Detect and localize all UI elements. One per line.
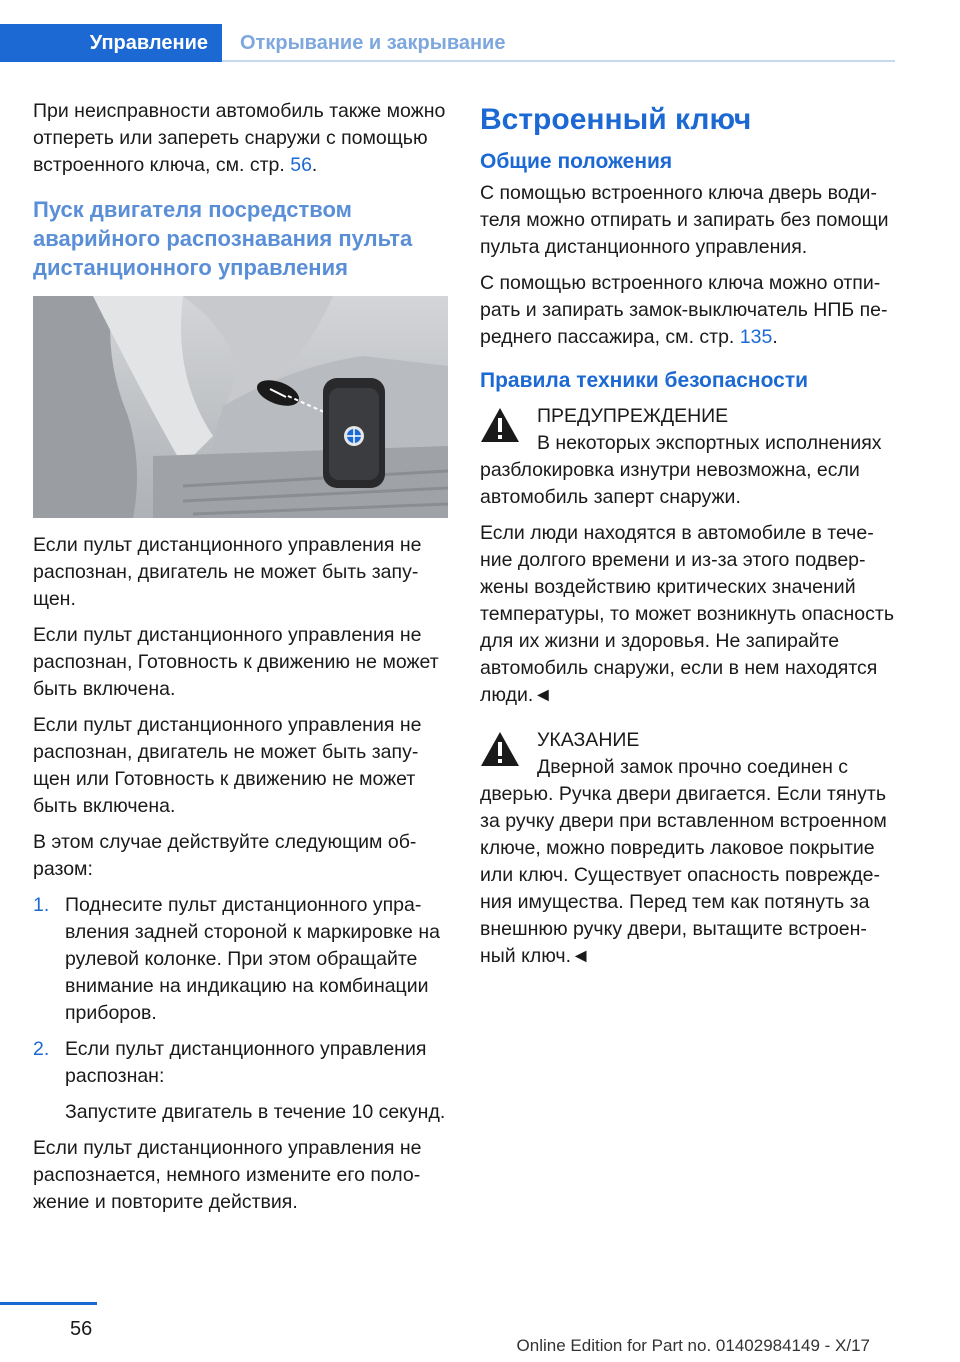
subsection-heading-general: Общие положения bbox=[480, 150, 673, 173]
notice-text: дверью. Ручка двери двигается. Если тянуть за ручку двери при вставленном встроенном ключе, можно повредить лаковое покрытие или ключ. Существует опасность повреждения имущества. Перед тем как потянуть за внешнюю ручку двери, вытащите встроенный ключ.◄ bbox=[480, 783, 887, 967]
paragraph: Если пульт дистанционного управления не распознан, двигатель не может быть запущен. bbox=[33, 534, 422, 610]
edition-footer: Online Edition for Part no. 01402984149 - X/17 bbox=[516, 1336, 870, 1355]
page-header bbox=[0, 0, 960, 64]
warning-lead: В некоторых экспортных исполнениях bbox=[537, 432, 882, 454]
header-divider bbox=[222, 60, 895, 62]
list-item bbox=[33, 1036, 448, 1126]
paragraph: Если пульт дистанционного управления не распознается, немного измените его положение и повторите действия. bbox=[33, 1137, 422, 1213]
left-column bbox=[33, 98, 448, 1225]
step-text: Поднесите пульт дистанционного управления задней стороной к маркировке на рулевой колонке. При этом обращайте внимание на индикацию на комбинации приборов. bbox=[65, 894, 440, 1024]
paragraph: С помощью встроенного ключа дверь водителя можно отпирать и запирать без помощи пульта дистанционного управления. bbox=[480, 182, 889, 258]
chapter-title: Встроенный ключ bbox=[480, 103, 752, 136]
steps-list bbox=[33, 892, 448, 1126]
page-link[interactable]: 56 bbox=[290, 154, 312, 176]
subsection-heading-safety: Правила техники безопасности bbox=[480, 369, 809, 392]
step-number: 2. bbox=[33, 1038, 50, 1060]
warning-title: ПРЕДУПРЕЖДЕНИЕ bbox=[537, 405, 729, 427]
step-subtext: Запустите двигатель в течение 10 секунд. bbox=[65, 1101, 446, 1123]
footer-divider bbox=[0, 1302, 97, 1305]
paragraph: Если люди находятся в автомобиле в течение долгого времени и из-за этого подвержены воздействию критических значений температуры, то может возникнуть опасность для их жизни и здоровья. Не запирайте автомобиль снаружи, если в нем находятся люди.◄ bbox=[480, 522, 894, 706]
page-link[interactable]: 135 bbox=[739, 326, 773, 348]
paragraph: Если пульт дистанционного управления не распознан, двигатель не может быть запущен или Готовность к движению не может быть включена. bbox=[33, 714, 422, 817]
paragraph: С помощью встроенного ключа можно отпирать и запирать замок-выключатель НПБ переднего пассажира, см. стр. 135. bbox=[480, 272, 888, 348]
notice-lead: Дверной замок прочно соединен с bbox=[537, 756, 849, 778]
right-column bbox=[480, 98, 895, 979]
section-tab-label: Управление bbox=[89, 31, 208, 54]
list-item bbox=[33, 892, 448, 1027]
notice-title: УКАЗАНИЕ bbox=[537, 729, 640, 751]
step-text: Если пульт дистанционного управления распознан: bbox=[65, 1038, 427, 1087]
step-number: 1. bbox=[33, 894, 50, 916]
warning-triangle-icon bbox=[480, 407, 520, 443]
section-tab-subtitle: Открывание и закрывание bbox=[240, 32, 506, 54]
section-tab-active bbox=[0, 24, 222, 62]
paragraph: Если пульт дистанционного управления не распознан, Готовность к движению не может быть включена. bbox=[33, 624, 439, 700]
paragraph: В этом случае действуйте следующим образом: bbox=[33, 831, 417, 880]
notice-block bbox=[480, 727, 895, 970]
notice-triangle-icon bbox=[480, 731, 520, 767]
warning-text: разблокировка изнутри невозможна, если автомобиль заперт снаружи. bbox=[480, 459, 860, 508]
section-heading: Пуск двигателя посредством аварийного распознавания пульта дистанционного управления bbox=[33, 197, 413, 280]
warning-block bbox=[480, 403, 895, 511]
steering-column-key-illustration bbox=[33, 296, 448, 518]
page-number: 56 bbox=[70, 1318, 93, 1340]
intro-paragraph: При неисправности автомобиль также можно отпереть или запереть снаружи с помощью встроенного ключа, см. стр. 56. bbox=[33, 100, 446, 176]
